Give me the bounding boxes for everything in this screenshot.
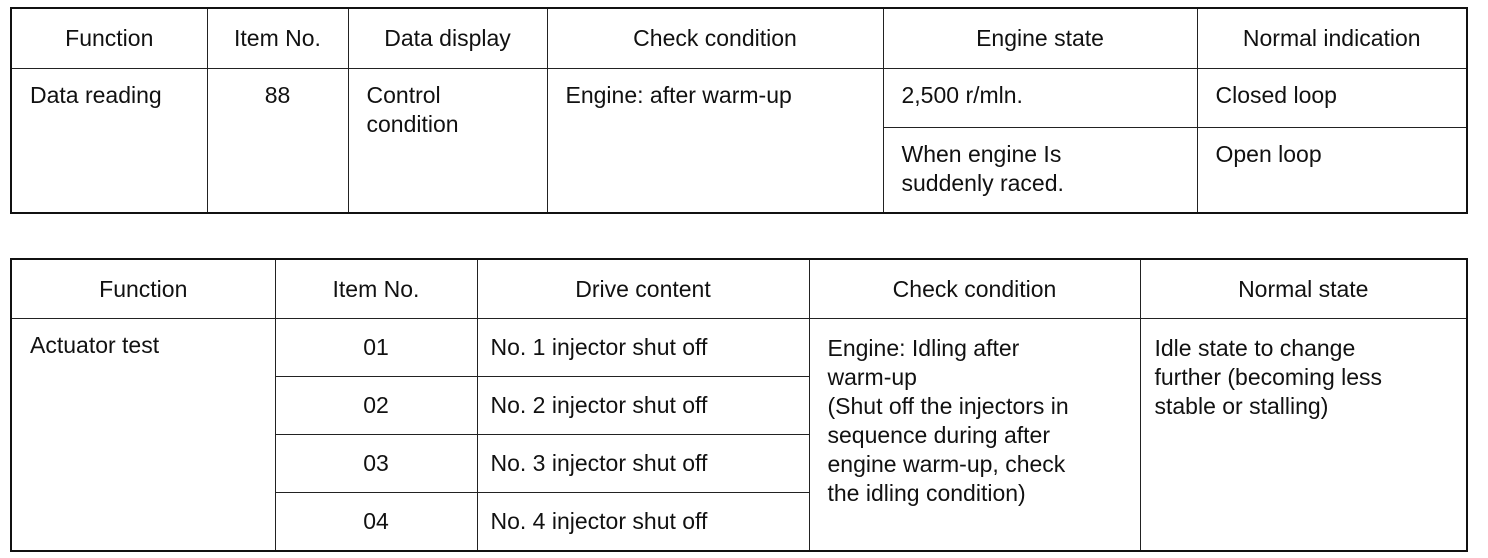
drive-content-cell: No. 2 injector shut off <box>477 377 809 435</box>
header-engine-state: Engine state <box>883 8 1197 69</box>
item-no-cell: 03 <box>275 435 477 493</box>
table-header-row <box>11 8 1467 69</box>
header-function: Function <box>11 259 275 319</box>
function-cell: Data reading <box>11 69 207 214</box>
data-display-cell: Control condition <box>348 69 547 214</box>
table-row <box>11 319 1467 377</box>
normal-indication-cell: Open loop <box>1197 128 1467 214</box>
header-check-condition: Check condition <box>809 259 1140 319</box>
table-header-row <box>11 259 1467 319</box>
drive-content-cell: No. 4 injector shut off <box>477 493 809 552</box>
engine-state-cell: 2,500 r/mln. <box>883 69 1197 128</box>
header-function: Function <box>11 8 207 69</box>
table-row <box>11 69 1467 128</box>
header-normal-state: Normal state <box>1140 259 1467 319</box>
header-drive-content: Drive content <box>477 259 809 319</box>
engine-state-cell: When engine Is suddenly raced. <box>883 128 1197 214</box>
header-normal-indication: Normal indication <box>1197 8 1467 69</box>
header-item-no: Item No. <box>275 259 477 319</box>
drive-content-cell: No. 1 injector shut off <box>477 319 809 377</box>
data-reading-table <box>10 7 1468 214</box>
function-cell: Actuator test <box>11 319 275 552</box>
item-no-cell: 04 <box>275 493 477 552</box>
item-no-cell: 02 <box>275 377 477 435</box>
header-data-display: Data display <box>348 8 547 69</box>
check-condition-cell: Engine: after warm-up <box>547 69 883 214</box>
actuator-test-table <box>10 258 1468 552</box>
normal-indication-cell: Closed loop <box>1197 69 1467 128</box>
drive-content-cell: No. 3 injector shut off <box>477 435 809 493</box>
check-condition-cell: Engine: Idling after warm-up (Shut off the injectors in sequence during after engine warm-up, check the idling condition) <box>809 319 1140 552</box>
normal-state-cell: Idle state to change further (becoming less stable or stalling) <box>1140 319 1467 552</box>
item-no-cell: 01 <box>275 319 477 377</box>
header-item-no: Item No. <box>207 8 348 69</box>
item-no-cell: 88 <box>207 69 348 214</box>
header-check-condition: Check condition <box>547 8 883 69</box>
